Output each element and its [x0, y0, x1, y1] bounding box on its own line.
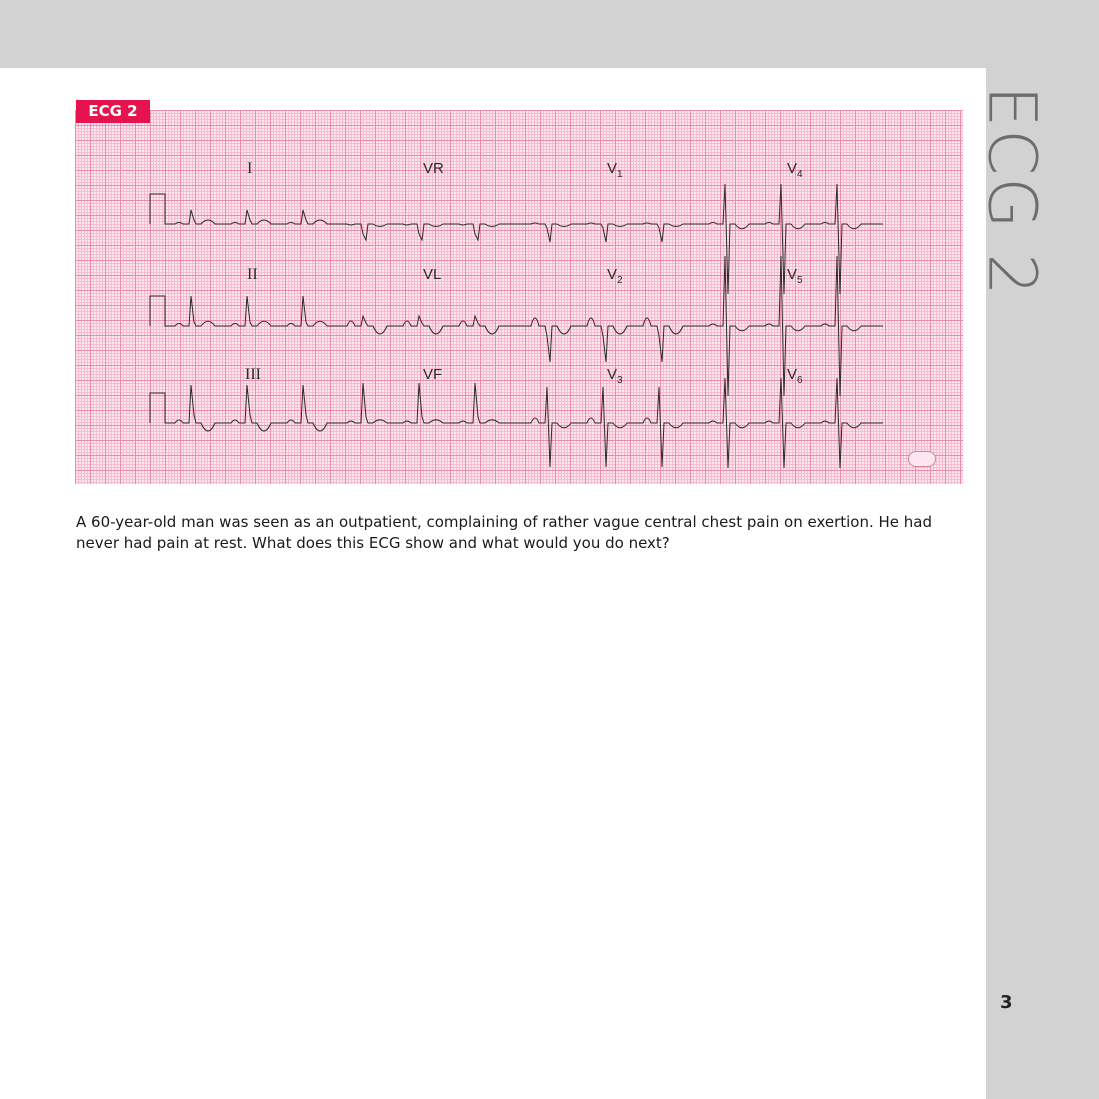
lead-label-v3: $V_3$: [607, 366, 623, 386]
lead-label-v1: $V_1$: [607, 160, 623, 180]
lead-label-v5: $V_5$: [787, 266, 803, 286]
ecg-traces: [75, 110, 963, 484]
lead-label-vl: VL: [423, 266, 442, 283]
lead-label-v4: $V_4$: [787, 160, 803, 180]
lead-label-vf: VF: [423, 366, 443, 383]
lead-label-v6: $V_6$: [787, 366, 803, 386]
ecg-figure-label: ECG 2: [76, 100, 150, 123]
side-title: ECG 2: [973, 85, 1051, 297]
question-text: A 60-year-old man was seen as an outpatient, complaining of rather vague central chest pain on exertion. He had never had pain at rest. What does this ECG show and what would you do next?: [76, 513, 933, 552]
ecg-trace-row-1: [150, 184, 883, 294]
lead-label-iii: III: [245, 366, 261, 383]
lead-label-ii: II: [247, 266, 258, 283]
lead-label-v2: $V_2$: [607, 266, 623, 286]
top-band: [0, 0, 1099, 68]
lead-label-i: I: [247, 160, 253, 177]
page-number: 3: [1000, 992, 1013, 1013]
lead-label-vr: VR: [423, 160, 444, 177]
ecg-trace-row-3: [150, 378, 883, 468]
publisher-logo: [908, 451, 936, 467]
ecg-figure: [75, 110, 963, 484]
